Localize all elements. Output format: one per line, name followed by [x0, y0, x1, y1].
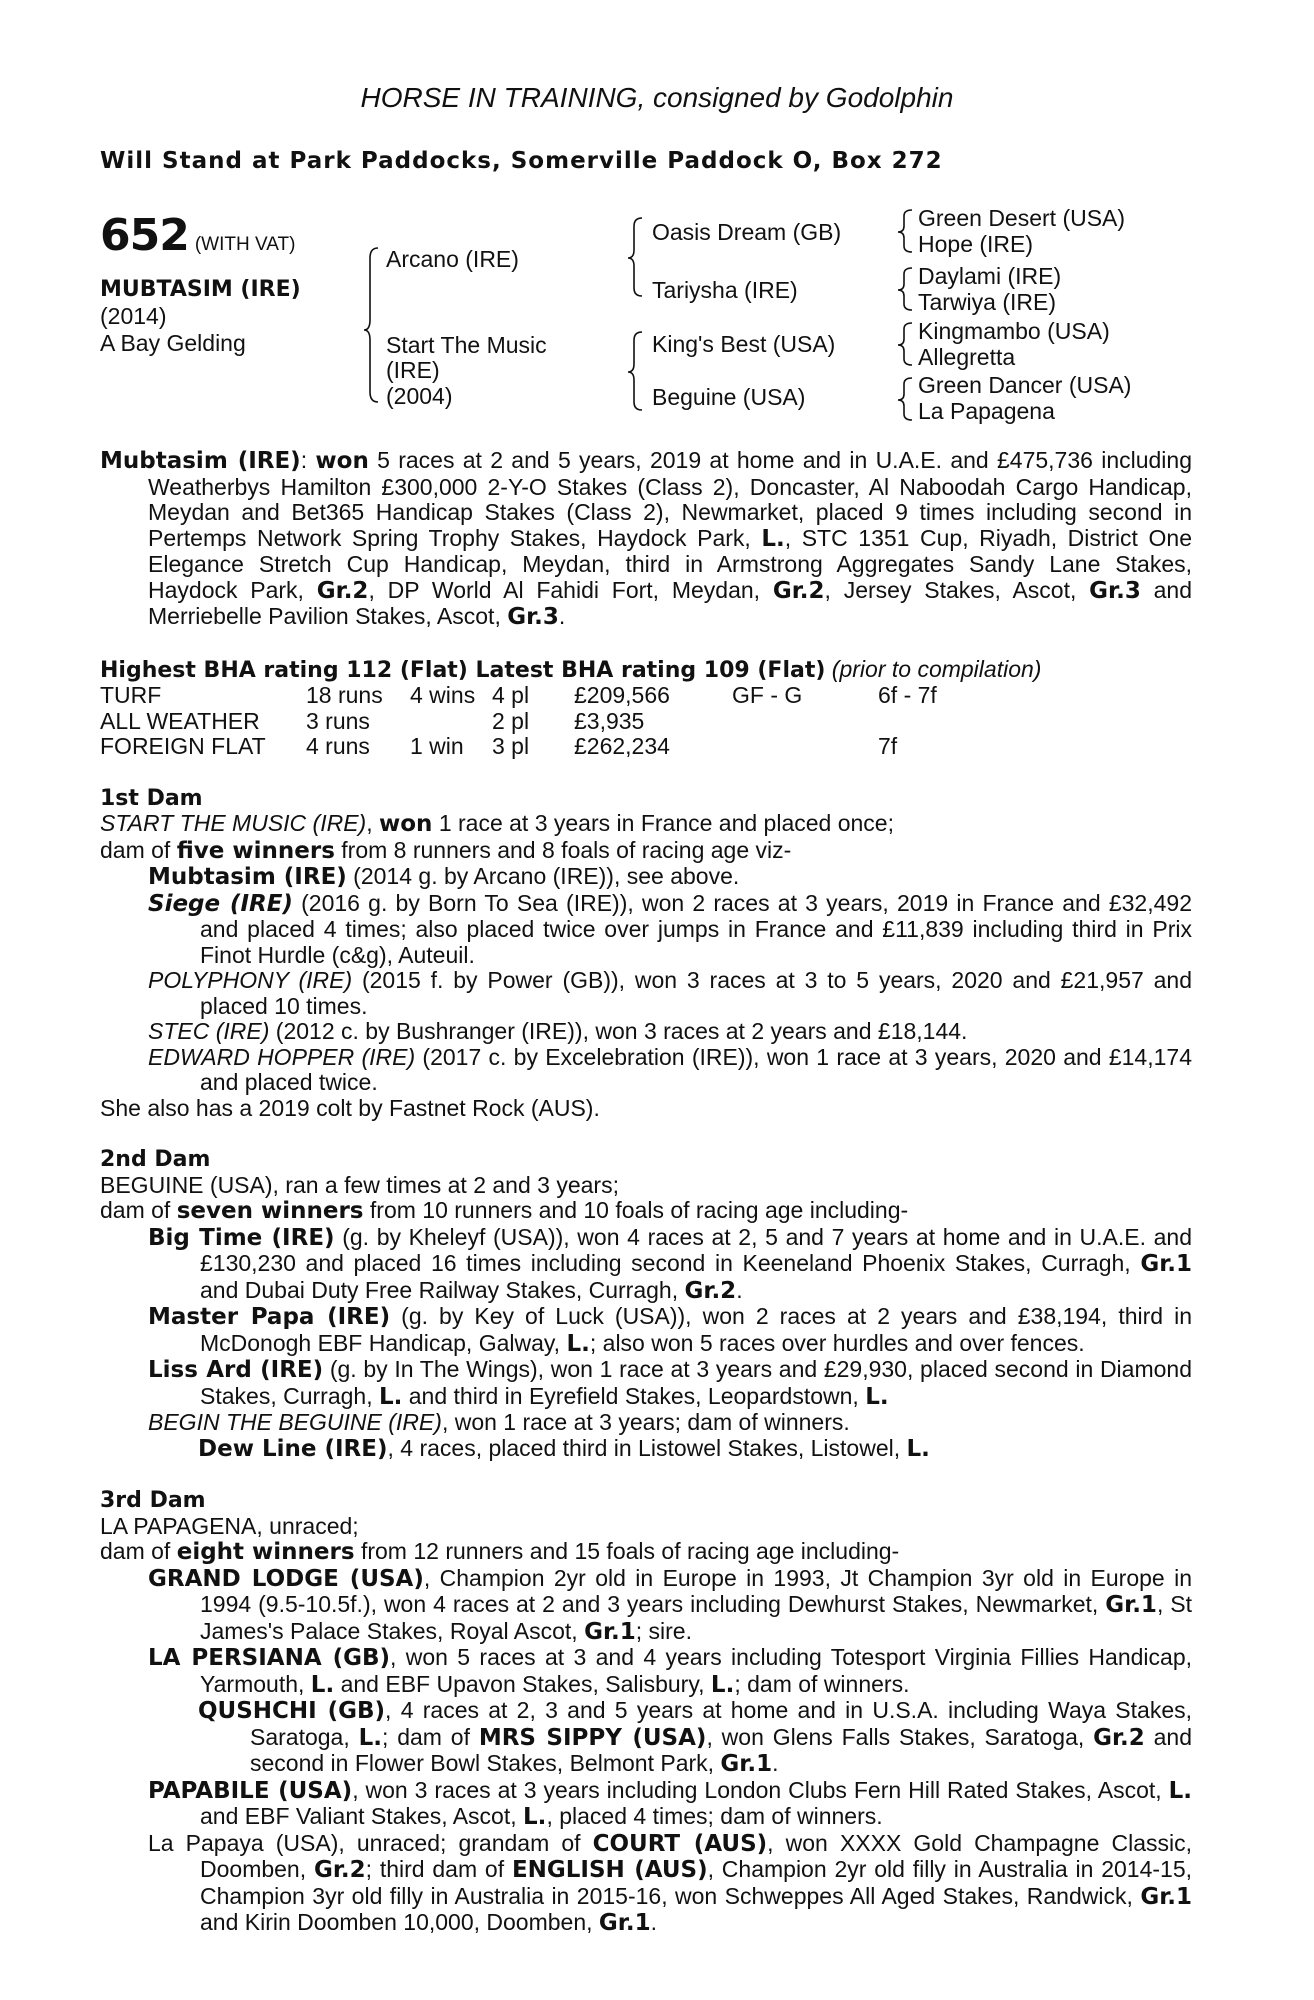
- ratings-block: [100, 657, 1192, 760]
- ratings-heading: Highest BHA rating 112 (Flat) Latest BHA rating 109 (Flat) (prior to compilation): [100, 655, 1042, 683]
- pedigree-dam-line3: (2004): [386, 383, 453, 409]
- pedigree-sire-dam: Tariysha (IRE): [652, 277, 798, 303]
- list-item: PAPABILE (USA), won 3 races at 3 years including London Clubs Fern Hill Rated Stakes, Ascot, L. and EBF Valiant Stakes, Ascot, L., placed 4 times; dam of winners.: [148, 1776, 1192, 1830]
- first-dam-footer: She also has a 2019 colt by Fastnet Rock (AUS).: [100, 1094, 600, 1121]
- pedigree-dds: Green Dancer (USA): [918, 372, 1132, 398]
- table-row: TURF 18 runs 4 wins 4 pl £209,566 GF - G 6f - 7f: [100, 682, 937, 708]
- table-row: FOREIGN FLAT 4 runs 1 win 3 pl £262,234 7f: [100, 733, 898, 759]
- list-item: Liss Ard (IRE) (g. by In The Wings), won 1 race at 3 years and £29,930, placed second in Diamond Stakes, Curragh, L. and third in Eyrefield Stakes, Leopardstown, L.: [148, 1356, 1192, 1410]
- page-heading: HORSE IN TRAINING, consigned by Godolphin: [360, 82, 954, 113]
- pedigree-ddd: La Papagena: [918, 398, 1055, 424]
- list-item: POLYPHONY (IRE) (2015 f. by Power (GB)), won 3 races at 3 to 5 years, 2020 and £21,957 and placed 10 times.: [148, 967, 1192, 1019]
- horse-year: (2014): [100, 303, 167, 329]
- pedigree-dam-line2: (IRE): [386, 357, 440, 383]
- third-dam-line2: dam of eight winners from 12 runners and 15 foals of racing age including-: [100, 1538, 900, 1565]
- first-dam-line2: dam of five winners from 8 runners and 8 foals of racing age viz-: [100, 836, 792, 864]
- pedigree-sds: Daylami (IRE): [918, 263, 1062, 289]
- table-row: ALL WEATHER 3 runs 2 pl £3,935: [100, 707, 645, 734]
- pedigree-ssd: Hope (IRE): [918, 231, 1034, 257]
- pedigree-dam-dam: Beguine (USA): [652, 384, 806, 410]
- pedigree-sdd: Tarwiya (IRE): [918, 289, 1057, 315]
- list-item: Mubtasim (IRE) (2014 g. by Arcano (IRE)), see above.: [148, 863, 740, 890]
- second-dam-line2: dam of seven winners from 10 runners and 10 foals of racing age including-: [100, 1197, 909, 1224]
- second-dam-heading: 2nd Dam: [100, 1147, 211, 1172]
- pedigree-dss: Kingmambo (USA): [918, 318, 1110, 344]
- pedigree-sss: Green Desert (USA): [918, 205, 1126, 231]
- list-item: Dew Line (IRE), 4 races, placed third in Listowel Stakes, Listowel, L.: [198, 1434, 930, 1462]
- body-text: [100, 448, 1192, 1937]
- pedigree-dsd: Allegretta: [918, 344, 1016, 370]
- race-summary: Mubtasim (IRE): won 5 races at 2 and 5 years, 2019 at home and in U.A.E. and £475,736 including Weatherbys Hamilton £300,000 2-Y-O Stakes (Class 2), Doncaster, Al Naboodah Cargo Handicap, Meydan and Bet365 Handicap Stakes (Class 2), Newmarket, placed 9 times including second in Pertemps Network Spring Trophy Stakes, Haydock Park, L., STC 1351 Cup, Riyadh, District One Elegance Stretch Cup Handicap, Meydan, third in Armstrong Aggregates Sandy Lane Stakes, Haydock Park, Gr.2, DP World Al Fahidi Fort, Meydan, Gr.2, Jersey Stakes, Ascot, Gr.3 and Merriebelle Pavilion Stakes, Ascot, Gr.3.: [100, 447, 1193, 630]
- list-item: Master Papa (IRE) (g. by Key of Luck (USA)), won 2 races at 2 years and £38,194, third in McDonogh EBF Handicap, Galway, L.; also won 5 races over hurdles and over fences.: [148, 1303, 1193, 1357]
- lot-number: 652: [100, 210, 189, 261]
- pedigree-sire: Arcano (IRE): [386, 246, 519, 272]
- first-dam-heading: 1st Dam: [100, 785, 203, 811]
- horse-description: A Bay Gelding: [100, 330, 246, 356]
- list-item: GRAND LODGE (USA), Champion 2yr old in Europe in 1993, Jt Champion 3yr old in Europe in 1994 (9.5-10.5f.), won 4 races at 2 and 3 years including Dewhurst Stakes, Newmarket, Gr.1, St James's Palace Stakes, Royal Ascot, Gr.1; sire.: [148, 1564, 1193, 1645]
- third-dam-heading: 3rd Dam: [100, 1488, 206, 1513]
- list-item: EDWARD HOPPER (IRE) (2017 c. by Excelebration (IRE)), won 1 race at 3 years, 2020 and £14,174 and placed twice.: [148, 1043, 1192, 1095]
- stand-location: Will Stand at Park Paddocks, Somerville Paddock O, Box 272: [100, 148, 943, 174]
- horse-name: MUBTASIM (IRE): [100, 277, 301, 302]
- list-item: Big Time (IRE) (g. by Kheleyf (USA)), won 4 races at 2, 5 and 7 years at home and in U.A.E. and £130,230 and placed 16 times including second in Keeneland Phoenix Stakes, Curragh, Gr.1 and Dubai Duty Free Railway Stakes, Curragh, Gr.2.: [148, 1223, 1192, 1304]
- ratings-table: [100, 683, 937, 760]
- second-dam-line1: BEGUINE (USA), ran a few times at 2 and 3 years;: [100, 1171, 619, 1198]
- first-dam-line1: START THE MUSIC (IRE), won 1 race at 3 years in France and placed once;: [100, 810, 894, 837]
- pedigree-dam-sire: King's Best (USA): [652, 331, 836, 357]
- list-item: QUSHCHI (GB), 4 races at 2, 3 and 5 years at home and in U.S.A. including Waya Stakes, Saratoga, L.; dam of MRS SIPPY (USA), won Glens Falls Stakes, Saratoga, Gr.2 and second in Flower Bowl Stakes, Belmont Park, Gr.1.: [198, 1697, 1193, 1777]
- lot-vat-label: (WITH VAT): [194, 234, 296, 255]
- list-item: LA PERSIANA (GB), won 5 races at 3 and 4 years including Totesport Virginia Fillies Handicap, Yarmouth, L. and EBF Upavon Stakes, Salisbury, L.; dam of winners.: [148, 1644, 1192, 1698]
- summary-won: won: [315, 448, 369, 474]
- list-item: BEGIN THE BEGUINE (IRE), won 1 race at 3 years; dam of winners.: [148, 1409, 850, 1435]
- list-item: STEC (IRE) (2012 c. by Bushranger (IRE)), won 3 races at 2 years and £18,144.: [148, 1018, 968, 1044]
- summary-horse-name: Mubtasim (IRE): [100, 448, 301, 474]
- third-dam-line1: LA PAPAGENA, unraced;: [100, 1512, 359, 1539]
- pedigree-dam-line1: Start The Music: [386, 332, 547, 358]
- pedigree-sire-sire: Oasis Dream (GB): [652, 219, 842, 245]
- list-item: La Papaya (USA), unraced; grandam of COURT (AUS), won XXXX Gold Champagne Classic, Doomben, Gr.2; third dam of ENGLISH (AUS), Champion 2yr old filly in Australia in 2014-15, Champion 3yr old filly in Australia in 2015-16, won Schweppes All Aged Stakes, Randwick, Gr.1 and Kirin Doomben 10,000, Doomben, Gr.1.: [148, 1829, 1192, 1936]
- list-item: Siege (IRE) (2016 g. by Born To Sea (IRE)), won 2 races at 3 years, 2019 in France and £32,492 and placed 4 times; also placed twice over jumps in France and £11,839 including third in Prix Finot Hurdle (c&g), Auteuil.: [148, 889, 1192, 968]
